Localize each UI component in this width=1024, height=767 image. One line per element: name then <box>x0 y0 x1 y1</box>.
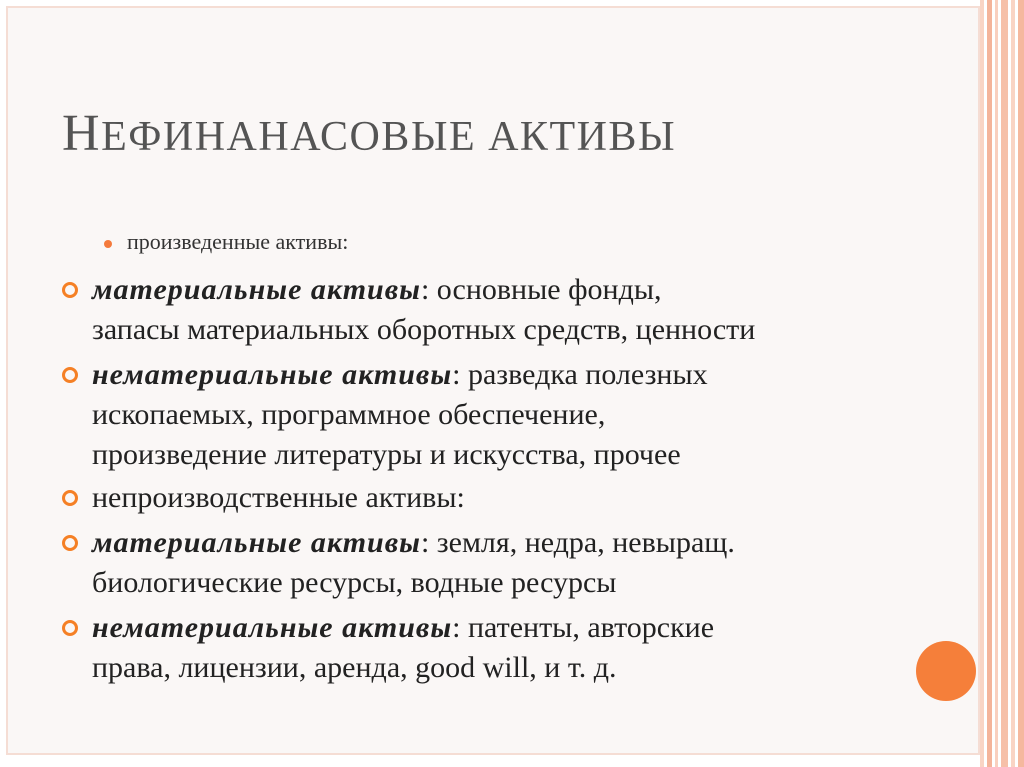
slide-title <box>62 104 676 163</box>
list-item-line: запасы материальных оборотных средств, ценности <box>92 313 756 346</box>
list-item-keyword: материальные активы <box>92 526 421 559</box>
list-item-text: : основные фонды, <box>420 273 662 306</box>
decorative-border-stripes <box>980 0 1024 767</box>
list-item-line: биологические ресурсы, водные ресурсы <box>92 566 617 599</box>
subheading: произведенные активы: <box>127 229 349 254</box>
list-item-text: : патенты, авторские <box>452 611 715 644</box>
bullet-ring-icon <box>62 282 78 298</box>
list-item <box>92 355 708 475</box>
subheading-bullet-icon <box>104 240 112 248</box>
list-item-text: : земля, недра, невыращ. <box>420 526 735 559</box>
title-initial: Н <box>62 105 102 162</box>
list-item <box>92 608 714 688</box>
list-item-keyword: материальные активы <box>92 273 421 306</box>
list-item <box>92 523 735 603</box>
bullet-ring-icon <box>62 367 78 383</box>
list-item-line: ископаемых, программное обеспечение, <box>92 398 606 431</box>
bullet-ring-icon <box>62 620 78 636</box>
list-item-line <box>92 270 755 310</box>
list-item-line <box>92 523 735 563</box>
title-rest: ЕФИНАНАСОВЫЕ АКТИВЫ <box>101 114 677 160</box>
list-item-text: : разведка полезных <box>452 358 708 391</box>
list-item <box>92 270 755 350</box>
list-item <box>92 478 465 518</box>
bullet-ring-icon <box>62 490 78 506</box>
bullet-ring-icon <box>62 535 78 551</box>
decorative-circle-icon <box>916 641 976 701</box>
list-item-line: произведение литературы и искусства, прочее <box>92 438 681 471</box>
list-item-line: непроизводственные активы: <box>92 481 465 514</box>
list-item-line: права, лицензии, аренда, good will, и т. д. <box>92 651 617 684</box>
list-item-keyword: нематериальные активы <box>92 358 453 391</box>
list-item-line <box>92 608 714 648</box>
list-item-keyword: нематериальные активы <box>92 611 453 644</box>
list-item-line <box>92 355 708 395</box>
